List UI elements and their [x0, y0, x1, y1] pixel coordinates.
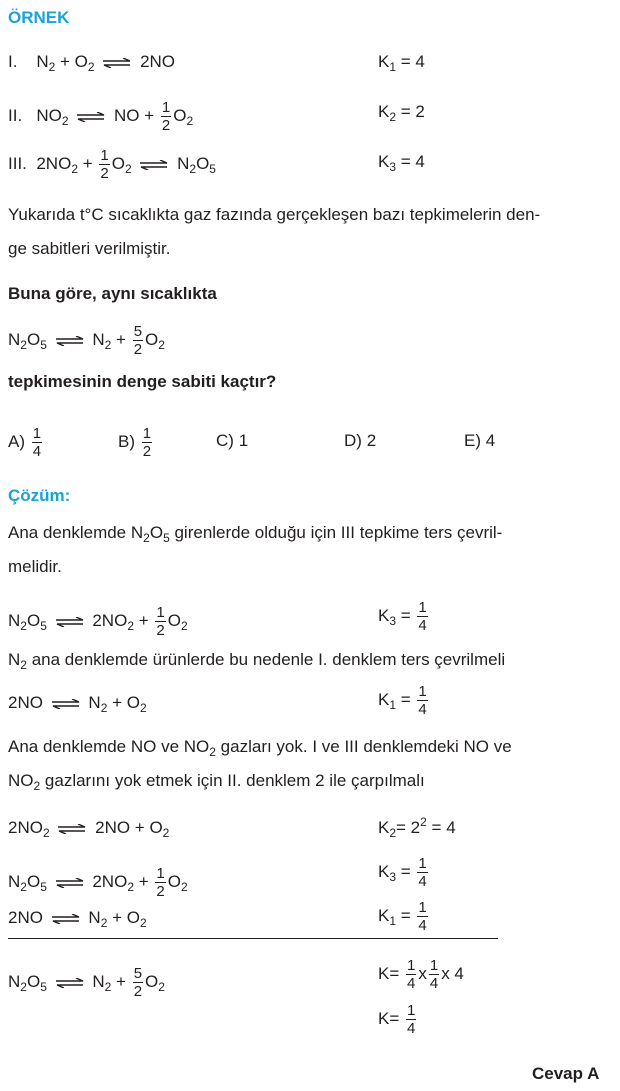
equilibrium-arrow-icon [139, 160, 169, 170]
sum-divider [8, 938, 498, 939]
solution-heading: Çözüm: [8, 486, 71, 505]
equilibrium-constant: $K_1$ = $\frac{1}{4}$ [378, 683, 427, 718]
fraction: $\frac{1}{2}$ [100, 147, 109, 182]
intro-text: Yukarıda t°C sıcaklıkta gaz fazında gerçekleşen bazı tepkimelerin den- ge sabitleri verilmiştir. [8, 205, 541, 258]
equilibrium-arrow-icon [102, 58, 132, 68]
solution-paragraph-1: Ana denklemde $N_2O_5$ girenlerde olduğu için III tepkime ters çevril- melidir. [8, 523, 503, 576]
option-c[interactable]: C) 1 [216, 431, 249, 450]
net-reaction: $N_2O_5$ $N_2$ + $\frac{5}{2}$ $O_2$ [8, 965, 165, 1000]
equilibrium-arrow-icon [55, 878, 85, 888]
equilibrium-constant: $K_1$ = $\frac{1}{4}$ [378, 899, 427, 934]
sum-reaction-2: $2NO_2$ $2NO + O_2$ [8, 818, 170, 840]
question-reaction: $N_2O_5$ $N_2$ + $\frac{5}{2}$ $O_2$ [8, 323, 165, 358]
example-heading: ÖRNEK [8, 8, 70, 27]
reaction-number: III. [8, 153, 27, 173]
net-k-product: K= $\frac{1}{4}$ x $\frac{1}{4}$ x 4 [378, 957, 464, 992]
solution-reaction-3-reversed: $N_2O_5$ $2NO_2$ + $\frac{1}{2}$ $O_2$ [8, 604, 188, 639]
equilibrium-arrow-icon [51, 699, 81, 709]
option-b[interactable]: B) $\frac{1}{2}$ [118, 425, 152, 460]
equilibrium-constant: $K_3$ = $\frac{1}{4}$ [378, 599, 427, 634]
option-d[interactable]: D) 2 [344, 431, 377, 450]
sum-reaction-3: $N_2O_5$ $2NO_2$ + $\frac{1}{2}$ $O_2$ [8, 865, 188, 900]
option-e[interactable]: E) 4 [464, 431, 496, 450]
equilibrium-arrow-icon [76, 112, 106, 122]
equilibrium-constant: $K_3 = 4$ [378, 152, 425, 174]
equilibrium-arrow-icon [55, 617, 85, 627]
solution-paragraph-2: $N_2$ ana denklemde ürünlerde bu nedenle I. denklem ters çevrilmeli [8, 650, 506, 672]
equilibrium-arrow-icon [57, 824, 87, 834]
fraction: $\frac{5}{2}$ [133, 323, 143, 358]
question-tail: tepkimesinin denge sabiti kaçtır? [8, 372, 277, 391]
equilibrium-constant: $K_3$ = $\frac{1}{4}$ [378, 855, 427, 890]
reaction-2: II. $NO_2$ NO + $\frac{1}{2}$ $O_2$ [8, 99, 194, 134]
reaction-number: II. [8, 105, 23, 125]
sum-reaction-1: 2NO $N_2 + O_2$ [8, 908, 147, 930]
answer-label: Cevap A [532, 1064, 600, 1083]
solution-reaction-1-reversed: 2NO $N_2 + O_2$ [8, 693, 147, 715]
equilibrium-arrow-icon [55, 978, 85, 988]
reaction-1: I. $N_2 + O_2$ 2NO [8, 52, 176, 74]
equilibrium-constant: $K_2= 2^2 = 4$ [378, 815, 456, 840]
equilibrium-constant: $K_2 = 2$ [378, 102, 425, 124]
equilibrium-arrow-icon [55, 336, 85, 346]
reaction-3: III. $2NO_2$ + $\frac{1}{2}$ $O_2$ $N_2O_5$ [8, 147, 216, 182]
net-k-result: K= $\frac{1}{4}$ [378, 1002, 416, 1037]
option-a[interactable]: A) $\frac{1}{4}$ [8, 425, 42, 460]
reaction-number: I. [8, 52, 18, 71]
question-lead: Buna göre, aynı sıcaklıkta [8, 284, 217, 303]
equilibrium-arrow-icon [51, 914, 81, 924]
equilibrium-constant: $K_1 = 4$ [378, 52, 425, 74]
fraction: $\frac{1}{2}$ [161, 99, 171, 134]
solution-paragraph-3: Ana denklemde NO ve $NO_2$ gazları yok. I ve III denklemdeki NO ve $NO_2$ gazlarını yok etmek için II. denklem 2 ile çarpılmalı [8, 737, 512, 793]
